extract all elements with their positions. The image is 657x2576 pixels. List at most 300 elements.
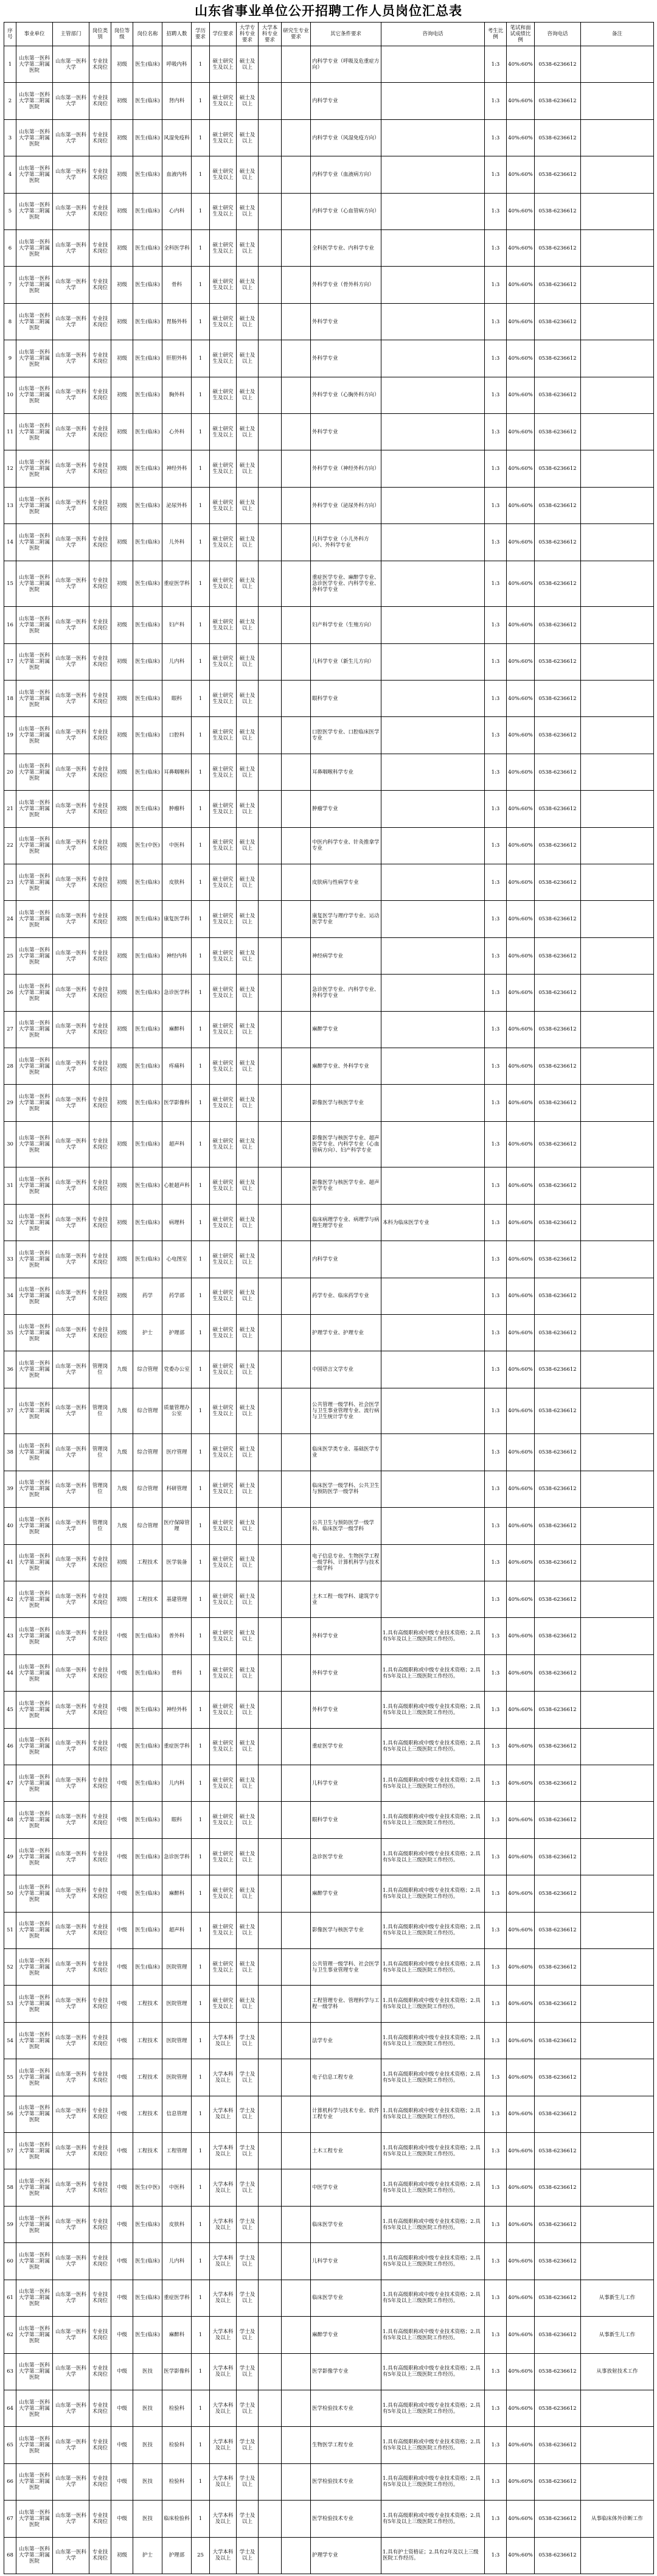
cell-ratio: 1:3	[485, 2206, 507, 2242]
cell-other	[381, 1011, 485, 1048]
cell-post: 医生(临床)	[133, 1692, 162, 1728]
cell-dept: 山东第一医科大学	[53, 46, 89, 83]
cell-type: 专业技术岗位	[89, 2022, 111, 2059]
cell-name: 检验科	[162, 2390, 192, 2426]
cell-note	[581, 975, 654, 1011]
cell-name: 医学装备	[162, 1544, 192, 1581]
cell-no: 34	[4, 1278, 16, 1314]
cell-type: 专业技术岗位	[89, 681, 111, 717]
cell-note	[581, 2243, 654, 2280]
cell-deg: 硕士及以上	[237, 377, 259, 413]
cell-type: 专业技术岗位	[89, 1692, 111, 1728]
cell-type: 专业技术岗位	[89, 267, 111, 303]
cell-other	[381, 156, 485, 193]
cell-edu: 硕士研究生及以上	[210, 561, 237, 607]
cell-dept: 山东第一医科大学	[53, 487, 89, 523]
cell-grade: 初级	[111, 607, 133, 643]
cell-post: 医生(临床)	[133, 193, 162, 229]
cell-note	[581, 2206, 654, 2242]
table-row	[4, 2390, 654, 2426]
cell-edu: 硕士研究生及以上	[210, 937, 237, 974]
cell-note	[581, 1085, 654, 1121]
cell-unit: 山东第一医科大学第二附属医院	[16, 1471, 53, 1507]
cell-num: 1	[192, 681, 210, 717]
cell-major: 医学检验技术专业	[311, 2501, 381, 2537]
cell-edu: 硕士研究生及以上	[210, 1351, 237, 1388]
cell-note	[581, 1692, 654, 1728]
cell-score: 40%:60%	[507, 1434, 535, 1471]
cell-grade: 中级	[111, 2463, 133, 2500]
cell-no: 63	[4, 2353, 16, 2390]
cell-edu: 大学本科及以上	[210, 2022, 237, 2059]
cell-college	[259, 827, 282, 864]
cell-deg: 硕士及以上	[237, 1508, 259, 1544]
cell-note	[581, 937, 654, 974]
cell-phone: 0538-6236612	[535, 901, 581, 937]
cell-phone: 0538-6236612	[535, 1986, 581, 2022]
page-title: 山东省事业单位公开招聘工作人员岗位汇总表	[195, 3, 462, 18]
cell-dept: 山东第一医科大学	[53, 1986, 89, 2022]
cell-ratio: 1:3	[485, 2022, 507, 2059]
cell-ratio: 1:3	[485, 975, 507, 1011]
cell-ratio: 1:3	[485, 1388, 507, 1434]
cell-score: 40%:60%	[507, 561, 535, 607]
cell-edu: 大学本科及以上	[210, 2169, 237, 2206]
cell-grade: 初级	[111, 827, 133, 864]
cell-other	[381, 1241, 485, 1278]
cell-edu: 硕士研究生及以上	[210, 156, 237, 193]
cell-dept: 山东第一医科大学	[53, 1875, 89, 1912]
cell-no: 53	[4, 1986, 16, 2022]
cell-major: 法学专业	[311, 2022, 381, 2059]
cell-major: 中医内科学专业、针灸推拿学专业	[311, 827, 381, 864]
cell-college	[259, 340, 282, 377]
cell-name: 胸外科	[162, 377, 192, 413]
table-row	[4, 193, 654, 229]
cell-other	[381, 1121, 485, 1167]
cell-edu: 硕士研究生及以上	[210, 1692, 237, 1728]
cell-unit: 山东第一医科大学第二附属医院	[16, 2537, 53, 2574]
cell-deg: 学士及以上	[237, 2096, 259, 2132]
cell-dept: 山东第一医科大学	[53, 2463, 89, 2500]
cell-grade: 初级	[111, 1085, 133, 1121]
cell-no: 47	[4, 1765, 16, 1802]
table-row	[4, 156, 654, 193]
cell-name: 心电图室	[162, 1241, 192, 1278]
cell-major: 中医学专业	[311, 2169, 381, 2206]
cell-name: 超声科	[162, 1912, 192, 1948]
cell-no: 67	[4, 2501, 16, 2537]
cell-score: 40%:60%	[507, 119, 535, 156]
cell-deg: 硕士及以上	[237, 340, 259, 377]
cell-deg: 学士及以上	[237, 2463, 259, 2500]
cell-num: 25	[192, 2537, 210, 2574]
cell-bachelor	[282, 561, 311, 607]
cell-deg: 硕士及以上	[237, 1388, 259, 1434]
cell-bachelor	[282, 1241, 311, 1278]
cell-name: 护理部	[162, 2537, 192, 2574]
table-row	[4, 1986, 654, 2022]
cell-college	[259, 2390, 282, 2426]
cell-college	[259, 303, 282, 340]
cell-no: 37	[4, 1388, 16, 1434]
cell-ratio: 1:3	[485, 1471, 507, 1507]
cell-unit: 山东第一医科大学第二附属医院	[16, 754, 53, 790]
cell-college	[259, 230, 282, 267]
cell-unit: 山东第一医科大学第二附属医院	[16, 827, 53, 864]
cell-note: 从事放射技术工作	[581, 2353, 654, 2390]
cell-note	[581, 1838, 654, 1875]
table-row	[4, 2133, 654, 2169]
cell-name: 重症医学科	[162, 561, 192, 607]
cell-phone: 0538-6236612	[535, 717, 581, 754]
cell-grade: 九级	[111, 1471, 133, 1507]
cell-num: 1	[192, 2501, 210, 2537]
cell-name: 全科医学科	[162, 230, 192, 267]
cell-type: 专业技术岗位	[89, 487, 111, 523]
cell-major: 内科学专业	[311, 1241, 381, 1278]
cell-major: 外科学专业	[311, 1618, 381, 1654]
cell-grade: 初级	[111, 1544, 133, 1581]
cell-major: 内科学专业（心血管病方向）	[311, 193, 381, 229]
cell-other	[381, 827, 485, 864]
cell-score: 40%:60%	[507, 2537, 535, 2574]
cell-type: 专业技术岗位	[89, 303, 111, 340]
cell-num: 1	[192, 864, 210, 901]
cell-score: 40%:60%	[507, 1471, 535, 1507]
cell-other: 1.具有高级职称或中级专业技术资格；2.具有5年及以上三级医院工作经历。	[381, 2463, 485, 2500]
cell-note	[581, 1121, 654, 1167]
cell-major: 麻醉学专业	[311, 1875, 381, 1912]
cell-college	[259, 1241, 282, 1278]
cell-num: 1	[192, 1011, 210, 1048]
cell-bachelor	[282, 2537, 311, 2574]
cell-college	[259, 1471, 282, 1507]
cell-phone: 0538-6236612	[535, 1692, 581, 1728]
cell-note	[581, 717, 654, 754]
cell-no: 43	[4, 1618, 16, 1654]
cell-edu: 硕士研究生及以上	[210, 1765, 237, 1802]
cell-other: 1.具有高级职称或中级专业技术资格；2.具有5年及以上三级医院工作经历。	[381, 1654, 485, 1691]
cell-score: 40%:60%	[507, 1278, 535, 1314]
cell-grade: 中级	[111, 1654, 133, 1691]
table-row	[4, 83, 654, 119]
cell-bachelor	[282, 681, 311, 717]
cell-name: 皮肤科	[162, 864, 192, 901]
cell-college	[259, 156, 282, 193]
cell-deg: 硕士及以上	[237, 864, 259, 901]
cell-major: 临床医学一级学科、公共卫生与预防医学一级学科	[311, 1471, 381, 1507]
cell-phone: 0538-6236612	[535, 1618, 581, 1654]
cell-edu: 硕士研究生及以上	[210, 1048, 237, 1085]
cell-dept: 山东第一医科大学	[53, 975, 89, 1011]
cell-college	[259, 2133, 282, 2169]
cell-type: 管理岗位	[89, 1471, 111, 1507]
cell-ratio: 1:3	[485, 791, 507, 827]
cell-ratio: 1:3	[485, 1121, 507, 1167]
cell-post: 护士	[133, 2537, 162, 2574]
cell-phone: 0538-6236612	[535, 1167, 581, 1204]
cell-name: 心内科	[162, 193, 192, 229]
cell-major: 皮肤病与性病学专业	[311, 864, 381, 901]
cell-num: 1	[192, 487, 210, 523]
cell-num: 1	[192, 2133, 210, 2169]
cell-score: 40%:60%	[507, 1204, 535, 1241]
cell-phone: 0538-6236612	[535, 1388, 581, 1434]
cell-other: 1.具有高级职称或中级专业技术资格；2.具有5年及以上三级医院工作经历。	[381, 1875, 485, 1912]
cell-grade: 初级	[111, 524, 133, 561]
cell-bachelor	[282, 230, 311, 267]
cell-no: 36	[4, 1351, 16, 1388]
cell-edu: 大学本科及以上	[210, 2280, 237, 2316]
cell-num: 1	[192, 119, 210, 156]
cell-deg: 硕士及以上	[237, 607, 259, 643]
cell-other: 1.具有高级职称或中级专业技术资格；2.具有5年及以上三级医院工作经历。	[381, 2059, 485, 2096]
cell-grade: 初级	[111, 303, 133, 340]
cell-type: 专业技术岗位	[89, 791, 111, 827]
cell-phone: 0538-6236612	[535, 827, 581, 864]
cell-score: 40%:60%	[507, 2022, 535, 2059]
cell-phone: 0538-6236612	[535, 2317, 581, 2353]
cell-major: 影像医学与核医学专业	[311, 1085, 381, 1121]
cell-no: 40	[4, 1508, 16, 1544]
cell-name: 皮肤科	[162, 2206, 192, 2242]
cell-major: 儿科学专业（新生儿方向）	[311, 643, 381, 680]
cell-type: 专业技术岗位	[89, 1765, 111, 1802]
cell-grade: 初级	[111, 230, 133, 267]
cell-phone: 0538-6236612	[535, 1765, 581, 1802]
cell-type: 专业技术岗位	[89, 414, 111, 450]
cell-post: 医生(临床)	[133, 2206, 162, 2242]
cell-note	[581, 2390, 654, 2426]
cell-major: 外科学专业（泌尿外科方向）	[311, 487, 381, 523]
cell-deg: 硕士及以上	[237, 717, 259, 754]
cell-unit: 山东第一医科大学第二附属医院	[16, 450, 53, 487]
cell-deg: 学士及以上	[237, 2501, 259, 2537]
cell-post: 工程技术	[133, 1544, 162, 1581]
cell-phone: 0538-6236612	[535, 1278, 581, 1314]
cell-deg: 硕士及以上	[237, 975, 259, 1011]
cell-bachelor	[282, 46, 311, 83]
cell-ratio: 1:3	[485, 643, 507, 680]
cell-ratio: 1:3	[485, 1204, 507, 1241]
cell-unit: 山东第一医科大学第二附属医院	[16, 1048, 53, 1085]
cell-ratio: 1:3	[485, 2427, 507, 2463]
cell-major: 工程管理专业、管理科学与工程一级学科	[311, 1986, 381, 2022]
cell-grade: 初级	[111, 267, 133, 303]
cell-college	[259, 1949, 282, 1986]
cell-phone: 0538-6236612	[535, 377, 581, 413]
table-row	[4, 1167, 654, 1204]
cell-post: 医生(临床)	[133, 2243, 162, 2280]
table-row	[4, 791, 654, 827]
cell-no: 15	[4, 561, 16, 607]
cell-name: 基建管理	[162, 1581, 192, 1617]
cell-major: 医学影像学专业	[311, 2353, 381, 2390]
cell-other: 1.具有高级职称或中级专业技术资格；2.具有5年及以上三级医院工作经历。	[381, 1802, 485, 1838]
cell-edu: 硕士研究生及以上	[210, 1618, 237, 1654]
col-header: 大学本科专业要求	[259, 23, 282, 46]
cell-score: 40%:60%	[507, 1986, 535, 2022]
cell-num: 1	[192, 2390, 210, 2426]
cell-other	[381, 791, 485, 827]
cell-score: 40%:60%	[507, 193, 535, 229]
cell-post: 医生(临床)	[133, 2317, 162, 2353]
cell-bachelor	[282, 2390, 311, 2426]
cell-deg: 硕士及以上	[237, 450, 259, 487]
cell-name: 超声科	[162, 1121, 192, 1167]
cell-score: 40%:60%	[507, 1581, 535, 1617]
cell-major: 内科学专业（血液病方向）	[311, 156, 381, 193]
cell-num: 1	[192, 377, 210, 413]
cell-dept: 山东第一医科大学	[53, 450, 89, 487]
cell-college	[259, 1278, 282, 1314]
cell-edu: 大学本科及以上	[210, 2133, 237, 2169]
cell-edu: 硕士研究生及以上	[210, 1802, 237, 1838]
cell-college	[259, 864, 282, 901]
cell-bachelor	[282, 1728, 311, 1765]
cell-edu: 硕士研究生及以上	[210, 46, 237, 83]
cell-note	[581, 1802, 654, 1838]
cell-name: 护理部	[162, 1315, 192, 1351]
cell-num: 1	[192, 2169, 210, 2206]
cell-edu: 大学本科及以上	[210, 2243, 237, 2280]
cell-deg: 硕士及以上	[237, 561, 259, 607]
cell-edu: 大学本科及以上	[210, 2353, 237, 2390]
cell-dept: 山东第一医科大学	[53, 1048, 89, 1085]
cell-score: 40%:60%	[507, 681, 535, 717]
cell-major: 神经病学专业	[311, 937, 381, 974]
cell-type: 专业技术岗位	[89, 2537, 111, 2574]
cell-bachelor	[282, 901, 311, 937]
cell-type: 专业技术岗位	[89, 1912, 111, 1948]
cell-college	[259, 1581, 282, 1617]
cell-other	[381, 1434, 485, 1471]
cell-num: 1	[192, 827, 210, 864]
cell-post: 医生(临床)	[133, 1121, 162, 1167]
cell-num: 1	[192, 340, 210, 377]
cell-name: 眼科	[162, 681, 192, 717]
cell-name: 骨科	[162, 267, 192, 303]
cell-other	[381, 340, 485, 377]
cell-bachelor	[282, 2059, 311, 2096]
cell-num: 1	[192, 561, 210, 607]
cell-ratio: 1:3	[485, 1278, 507, 1314]
cell-score: 40%:60%	[507, 340, 535, 377]
table-row	[4, 681, 654, 717]
cell-unit: 山东第一医科大学第二附属医院	[16, 791, 53, 827]
cell-deg: 硕士及以上	[237, 1544, 259, 1581]
cell-name: 儿内科	[162, 2243, 192, 2280]
cell-deg: 学士及以上	[237, 2280, 259, 2316]
table-row	[4, 1434, 654, 1471]
cell-edu: 大学本科及以上	[210, 2390, 237, 2426]
cell-grade: 初级	[111, 1315, 133, 1351]
cell-edu: 硕士研究生及以上	[210, 901, 237, 937]
table-row	[4, 1838, 654, 1875]
table-row	[4, 2463, 654, 2500]
cell-grade: 初级	[111, 864, 133, 901]
cell-note	[581, 340, 654, 377]
cell-post: 工程技术	[133, 2096, 162, 2132]
cell-score: 40%:60%	[507, 2096, 535, 2132]
cell-other: 1.具有高级职称或中级专业技术资格；2.具有5年及以上三级医院工作经历。	[381, 2206, 485, 2242]
cell-edu: 硕士研究生及以上	[210, 340, 237, 377]
cell-post: 医生(临床)	[133, 1728, 162, 1765]
cell-edu: 大学本科及以上	[210, 2206, 237, 2242]
cell-college	[259, 2537, 282, 2574]
cell-unit: 山东第一医科大学第二附属医院	[16, 2243, 53, 2280]
cell-edu: 硕士研究生及以上	[210, 1838, 237, 1875]
cell-college	[259, 1204, 282, 1241]
cell-unit: 山东第一医科大学第二附属医院	[16, 2206, 53, 2242]
cell-edu: 硕士研究生及以上	[210, 1315, 237, 1351]
cell-phone: 0538-6236612	[535, 2537, 581, 2574]
cell-major: 生物医学工程专业	[311, 2427, 381, 2463]
cell-major: 康复医学与理疗学专业、运动医学专业	[311, 901, 381, 937]
cell-ratio: 1:3	[485, 607, 507, 643]
cell-dept: 山东第一医科大学	[53, 717, 89, 754]
cell-score: 40%:60%	[507, 2427, 535, 2463]
cell-edu: 硕士研究生及以上	[210, 1875, 237, 1912]
cell-phone: 0538-6236612	[535, 193, 581, 229]
cell-edu: 硕士研究生及以上	[210, 1011, 237, 1048]
cell-major: 电子信息工程专业	[311, 2059, 381, 2096]
cell-other	[381, 1167, 485, 1204]
cell-phone: 0538-6236612	[535, 791, 581, 827]
cell-dept: 山东第一医科大学	[53, 1434, 89, 1471]
cell-num: 1	[192, 1838, 210, 1875]
cell-deg: 硕士及以上	[237, 303, 259, 340]
cell-no: 28	[4, 1048, 16, 1085]
cell-dept: 山东第一医科大学	[53, 156, 89, 193]
col-header: 学历要求	[192, 23, 210, 46]
cell-type: 专业技术岗位	[89, 2206, 111, 2242]
cell-edu: 大学本科及以上	[210, 2501, 237, 2537]
cell-num: 1	[192, 1581, 210, 1617]
cell-post: 医生(临床)	[133, 937, 162, 974]
cell-no: 14	[4, 524, 16, 561]
cell-deg: 硕士及以上	[237, 1949, 259, 1986]
cell-num: 1	[192, 2353, 210, 2390]
cell-edu: 硕士研究生及以上	[210, 1508, 237, 1544]
cell-deg: 学士及以上	[237, 2059, 259, 2096]
cell-unit: 山东第一医科大学第二附属医院	[16, 487, 53, 523]
cell-unit: 山东第一医科大学第二附属医院	[16, 1654, 53, 1691]
cell-major: 中国语言文学专业	[311, 1351, 381, 1388]
cell-type: 管理岗位	[89, 1388, 111, 1434]
cell-note	[581, 1986, 654, 2022]
cell-unit: 山东第一医科大学第二附属医院	[16, 937, 53, 974]
cell-major: 儿科学专业（小儿外科方向）、外科学专业	[311, 524, 381, 561]
cell-unit: 山东第一医科大学第二附属医院	[16, 2133, 53, 2169]
cell-post: 医技	[133, 2390, 162, 2426]
cell-unit: 山东第一医科大学第二附属医院	[16, 975, 53, 1011]
cell-num: 1	[192, 791, 210, 827]
cell-post: 医生(临床)	[133, 1085, 162, 1121]
table-row	[4, 2537, 654, 2574]
cell-other	[381, 1581, 485, 1617]
cell-post: 医技	[133, 2427, 162, 2463]
cell-other	[381, 1315, 485, 1351]
cell-type: 专业技术岗位	[89, 2059, 111, 2096]
cell-no: 21	[4, 791, 16, 827]
cell-num: 1	[192, 1315, 210, 1351]
cell-other	[381, 1048, 485, 1085]
cell-dept: 山东第一医科大学	[53, 267, 89, 303]
cell-ratio: 1:3	[485, 119, 507, 156]
cell-phone: 0538-6236612	[535, 1875, 581, 1912]
